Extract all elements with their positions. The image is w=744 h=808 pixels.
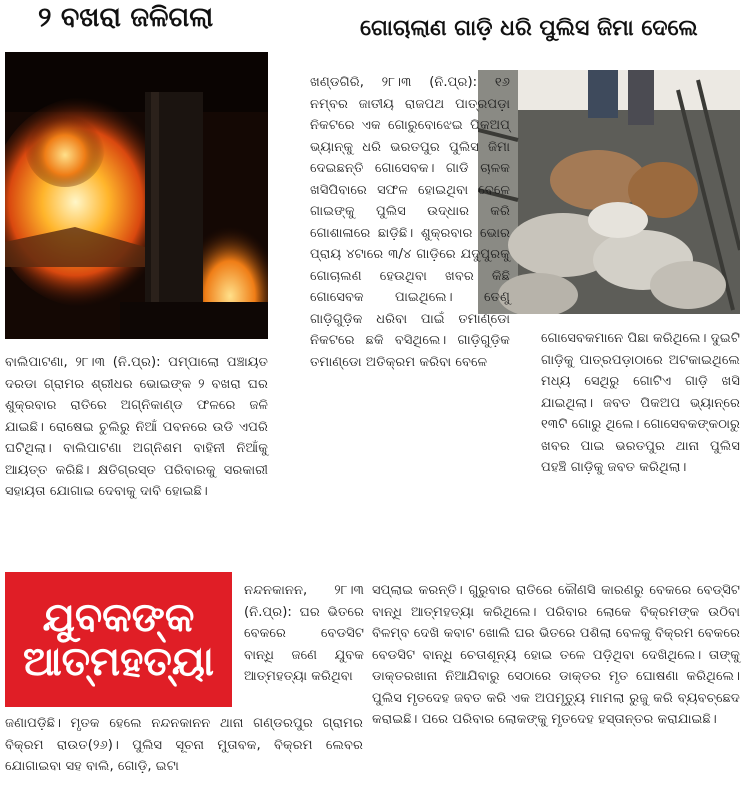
fire-photo (5, 52, 268, 339)
banner-line2: ଆତ୍ମହତ୍ୟା (22, 638, 215, 685)
suicide-body-col1-top (244, 580, 364, 688)
cattle-photo (478, 70, 740, 314)
cattle-col1-text: ଖଣ୍ଡଗିରି, ୨୮।୩ (ନି.ପ୍ର): ୧୬ ନମ୍ବର ଜାତୀୟ ରାଜପଥ ପାତ୍ରପଡ଼ା ନିକଟରେ ଏକ ଗୋରୁବୋଝେଇ ପିକଅପ୍ ଭ୍ୟାନ୍‌କୁ ଧରି ଭରତପୁର ପୁଲିସ ଜିମା ଦେଇଛନ୍ତି ଗୋସେବକ। ଗାଡି ଚାଳକ ଖସିପିବାରେ ସଫଳ ହୋଇଥିବା ବେଳେ ଗାଇଙ୍କୁ ପୁଲିସ ଉଦ୍ଧାର କରି ଗୋଶାଳାରେ ଛାଡ଼ିଛି। ଶୁକ୍ରବାର ଭୋର ପ୍ରାୟ ୪ଟାରେ ୩/୪ ଗାଡ଼ିରେ ଯଦୁପୁରକୁ ଗୋଚାଲଣ ହେଉଥିବା ଖବର କିଛି ଗୋସେବକ ପାଇଥିଲେ। ତେଣୁ ଗାଡ଼ିଗୁଡ଼ିକ ଧରିବା ପାଇଁ ତମାଣ୍ଡୋ ନିକଟରେ ଛକି ବସିଥିଲେ। ଗାଡ଼ିଗୁଡ଼ିକ ତମାଣ୍ଡୋ ଅତିକ୍ରମ କରିବା ବେଳେ (310, 75, 510, 370)
fire-body-text: ବାଲିପାଟଣା, ୨୮।୩ (ନି.ପ୍ର): ପମ୍ପାଲୋ ପଞ୍ଚାୟତ ଦରଡା ଗ୍ରାମର ଶ୍ରୀଧର ଭୋଇଙ୍କ ୨ ବଖରା ଘର ଶୁକ୍ରବାର ରାତିରେ ଅଗ୍ନିକାଣ୍ଡ ଫଳରେ ଜଳି ଯାଇଛି। ରୋଷେଇ ଚୁଲିରୁ ନିଆଁ ପବନରେ ଉଡି ଏପରି ଘଟିଥିଲା। ବାଲିପାଟଣା ଅଗ୍ନିଶମ ବାହିନୀ ନିଆଁକୁ ଆୟତ୍ତ କରିଛି। କ୍ଷତିଗ୍ରସ୍ତ ପରିବାରକୁ ସରକାରୀ ସହାୟତା ଯୋଗାଇ ଦେବାକୁ ଦାବି ହୋଇଛି। (5, 355, 268, 499)
suicide-body-col1-bottom (5, 713, 363, 778)
banner-line1: ଯୁବକଙ୍କ (42, 594, 195, 641)
suicide-col1-top-text: ନନ୍ଦନକାନନ, ୨୮।୩ (ନି.ପ୍ର): ଘର ଭିତରେ ବେକରେ ବେଡସିଟ ବାନ୍ଧି ଜଣେ ଯୁବକ ଆତ୍ମହତ୍ୟା କରିଥିବା (244, 583, 364, 684)
suicide-body-col2 (372, 580, 740, 731)
cattle-body-col2 (541, 328, 740, 479)
suicide-col2-text: ସପ୍ଲାଇ କରନ୍ତି। ଗୁରୁବାର ରାତିରେ କୌଣସି କାରଣରୁ ବେକରେ ବେଡ୍‌ସିଟ ବାନ୍ଧି ଆତ୍ମହତ୍ୟା କରିଥିଲେ। ପରିବାର ଲୋକେ ବିକ୍ରମଙ୍କ ଉଠିବା ବିଳମ୍ବ ଦେଖି କବାଟ ଖୋଲି ଘର ଭିତରେ ପଶିଲା ବେଳକୁ ବିକ୍ରମ ବେକରେ ବେଡସିଟ ବାନ୍ଧି ଚେତାଶୂନ୍ୟ ହୋଇ ତଳେ ପଡ଼ିଥିବା ଦେଖିଥିଲେ। ତାଙ୍କୁ ଡାକ୍ତରଖାନା ନିଆଯିବାରୁ ସେଠାରେ ଡାକ୍ତର ମୃତ ଘୋଷଣା କରିଥିଲେ। ପୁଲିସ ମୃତଦେହ ଜବତ କରି ଏକ ଅପମୃତ୍ୟୁ ମାମଲା ରୁଜୁ କରି ବ୍ୟବଚ୍ଛେଦ କରାଇଛି। ପରେ ପରିବାର ଲୋକଙ୍କୁ ମୃତଦେହ ହସ୍ତାନ୍ତର କରାଯାଇଛି। (372, 583, 740, 727)
cattle-headline: ଗୋଚାଲାଣ ଗାଡ଼ି ଧରି ପୁଲିସ ଜିମା ଦେଲେ (360, 16, 698, 41)
fire-body (5, 352, 268, 503)
cattle-body-col1 (310, 72, 510, 373)
cattle-col2-text: ଗୋସେବକମାନେ ପିଛା କରିଥିଲେ। ଦୁଇଟି ଗାଡ଼ିକୁ ପାତ୍ରପଡ଼ାଠାରେ ଅଟକାଇଥିଲେ ମଧ୍ୟ ସେଥିରୁ ଗୋଟିଏ ଗାଡ଼ି ଖସି ଯାଇଥିଲା। ଜବତ ପିକଅପ ଭ୍ୟାନ୍‌ରେ ୧୩ଟି ଗୋରୁ ଥିଲେ। ଗୋସେବକଙ୍କଠାରୁ ଖବର ପାଇ ଭରତପୁର ଥାନା ପୁଲିସ ପହଞ୍ଚି ଗାଡ଼ିକୁ ଜବତ କରିଥିଲା। (541, 331, 740, 475)
suicide-col1-bottom-text: ଜଣାପଡ଼ିଛି। ମୃତକ ହେଲେ ନନ୍ଦନକାନନ ଥାନା ଗଣ୍ଡରପୁର ଗ୍ରାମର ବିକ୍ରମ ରାଉତ(୨୬)। ପୁଲିସ ସୂଚନା ମୁତାବକ, ବିକ୍ରମ ଲେବର ଯୋଗାଇବା ସହ ବାଲି, ଗୋଡ଼ି, ଇଟା (5, 716, 363, 774)
suicide-banner (5, 572, 232, 707)
fire-headline: ୨ ବଖରା ଜଳିଗଲା (38, 2, 214, 33)
